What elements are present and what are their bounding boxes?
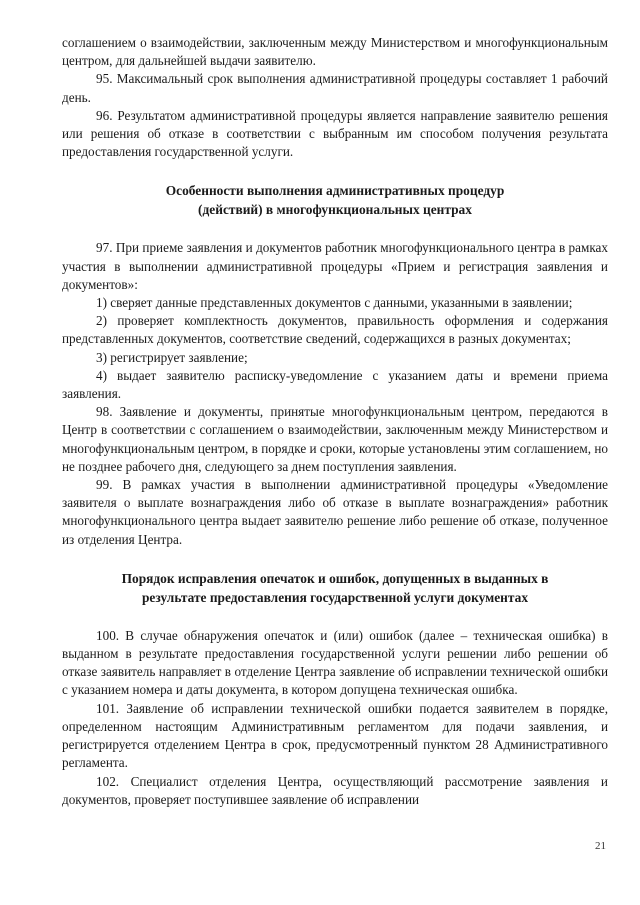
paragraph: 99. В рамках участия в выполнении административной процедуры «Уведомление заявителя о выплате вознаграждения либо об отказе в выплате вознаграждения» работник многофункционального центра выдает заявителю решение либо решение об отказе, полученное из отделения Центра. xyxy=(62,477,608,547)
section-heading-line: результате предоставления государственной услуги документах xyxy=(141,589,529,605)
section-heading-line: Порядок исправления опечаток и ошибок, допущенных в выданных в xyxy=(121,570,549,586)
paragraph: 95. Максимальный срок выполнения административной процедуры составляет 1 рабочий день. xyxy=(62,71,608,105)
paragraph: 2) проверяет комплектность документов, правильность оформления и содержания представленных документов, соответствие сведений, содержащихся в разных документах; xyxy=(62,313,608,347)
page-content xyxy=(62,34,608,809)
section-heading-line: (действий) в многофункциональных центрах xyxy=(198,202,472,218)
paragraph: 97. При приеме заявления и документов работник многофункционального центра в рамках участия в выполнении административной процедуры «Прием и регистрация заявления и документов»: xyxy=(62,240,608,292)
section-heading-line: Особенности выполнения административных процедур xyxy=(165,183,505,199)
section-heading xyxy=(62,181,608,219)
paragraph: соглашением о взаимодействии, заключенным между Министерством и многофункциональным центром, для дальнейшей выдачи заявителю. xyxy=(62,35,608,69)
paragraph: 96. Результатом административной процедуры является направление заявителю решения или решения об отказе в соответствии с выбранным им способом получения результата предоставления государственной услуги. xyxy=(62,107,608,160)
paragraph: 98. Заявление и документы, принятые многофункциональным центром, передаются в Центр в соответствии с соглашением о взаимодействии, заключенным между Министерством и многофункциональным центром, в порядке и сроки, которые установлены этим соглашением, но не позднее рабочего дня, следующего за днем поступления заявления. xyxy=(62,404,608,474)
paragraph: 3) регистрирует заявление; xyxy=(96,349,248,365)
page-number: 21 xyxy=(595,839,606,852)
paragraph: 1) сверяет данные представленных документов с данными, указанными в заявлении; xyxy=(96,295,573,311)
paragraph: 101. Заявление об исправлении технической ошибки подается заявителем в порядке, определенном настоящим Административным регламентом для подачи заявления, и регистрируется отделением Центра в срок, предусмотренный пунктом 28 Административного регламента. xyxy=(62,700,608,771)
paragraph: 102. Специалист отделения Центра, осуществляющий рассмотрение заявления и документов, проверяет поступившее заявление об исправлении xyxy=(62,773,608,807)
paragraph: 4) выдает заявителю расписку-уведомление с указанием даты и времени приема заявления. xyxy=(62,367,608,402)
paragraph: 100. В случае обнаружения опечаток и (или) ошибок (далее – техническая ошибка) в выданном в результате предоставления государственной услуги решении либо решении об отказе заявитель направляет в отделение Центра заявление об исправлении технической ошибки с указанием номера и даты документа, в котором допущена техническая ошибка. xyxy=(62,627,608,698)
section-heading xyxy=(62,569,608,607)
